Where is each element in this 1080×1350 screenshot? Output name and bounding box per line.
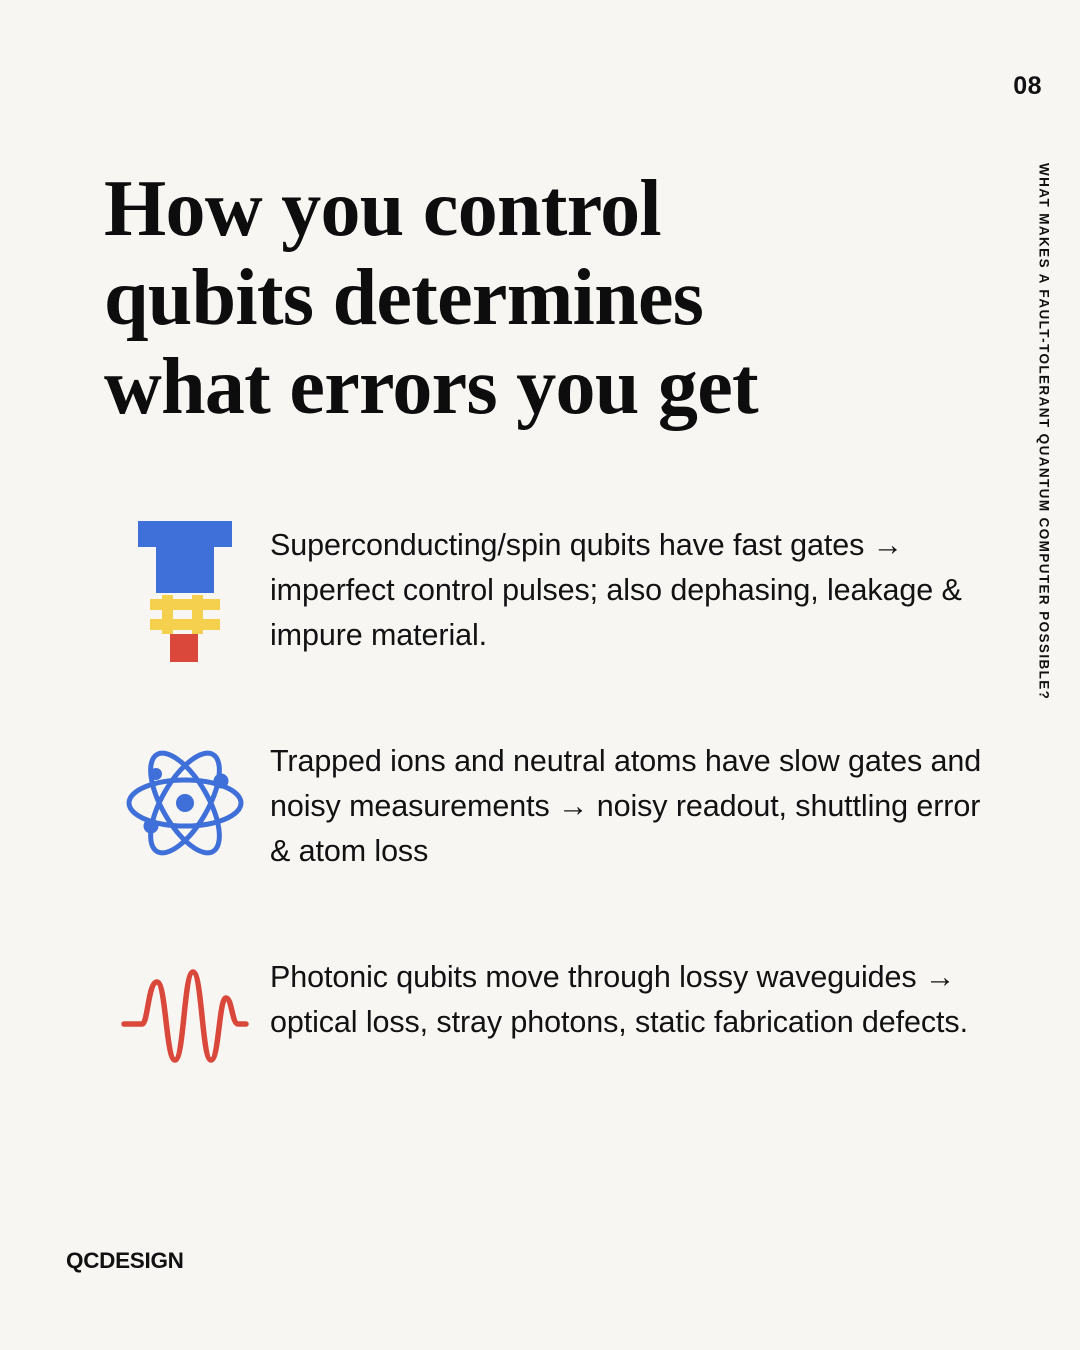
bullet-list	[100, 505, 1000, 1097]
side-caption-text: WHAT MAKES A FAULT-TOLERANT QUANTUM COMPUTER POSSIBLE?	[1036, 163, 1052, 701]
list-item-text: Trapped ions and neutral atoms have slow gates and noisy measurements → noisy readout, shuttling error & atom loss	[270, 744, 982, 869]
page-number: 08	[1013, 72, 1042, 100]
side-caption	[1030, 163, 1058, 823]
page-title-line-2: qubits determines	[104, 253, 704, 342]
atom-icon	[100, 721, 270, 881]
list-item	[100, 505, 1000, 665]
list-item	[100, 937, 1000, 1097]
brand-logo: QCDESIGN	[66, 1248, 184, 1273]
list-item	[100, 721, 1000, 881]
page-title-line-3: what errors you get	[104, 342, 758, 431]
list-item-text: Superconducting/spin qubits have fast gates → imperfect control pulses; also dephasing, leakage & impure material.	[270, 528, 962, 653]
list-item-text: Photonic qubits move through lossy waveguides → optical loss, stray photons, static fabrication defects.	[270, 960, 968, 1040]
photon-waveform-icon	[100, 937, 270, 1097]
page-title	[104, 165, 894, 431]
cryostat-chip-icon	[100, 505, 270, 665]
page-title-line-1: How you control	[104, 165, 661, 253]
